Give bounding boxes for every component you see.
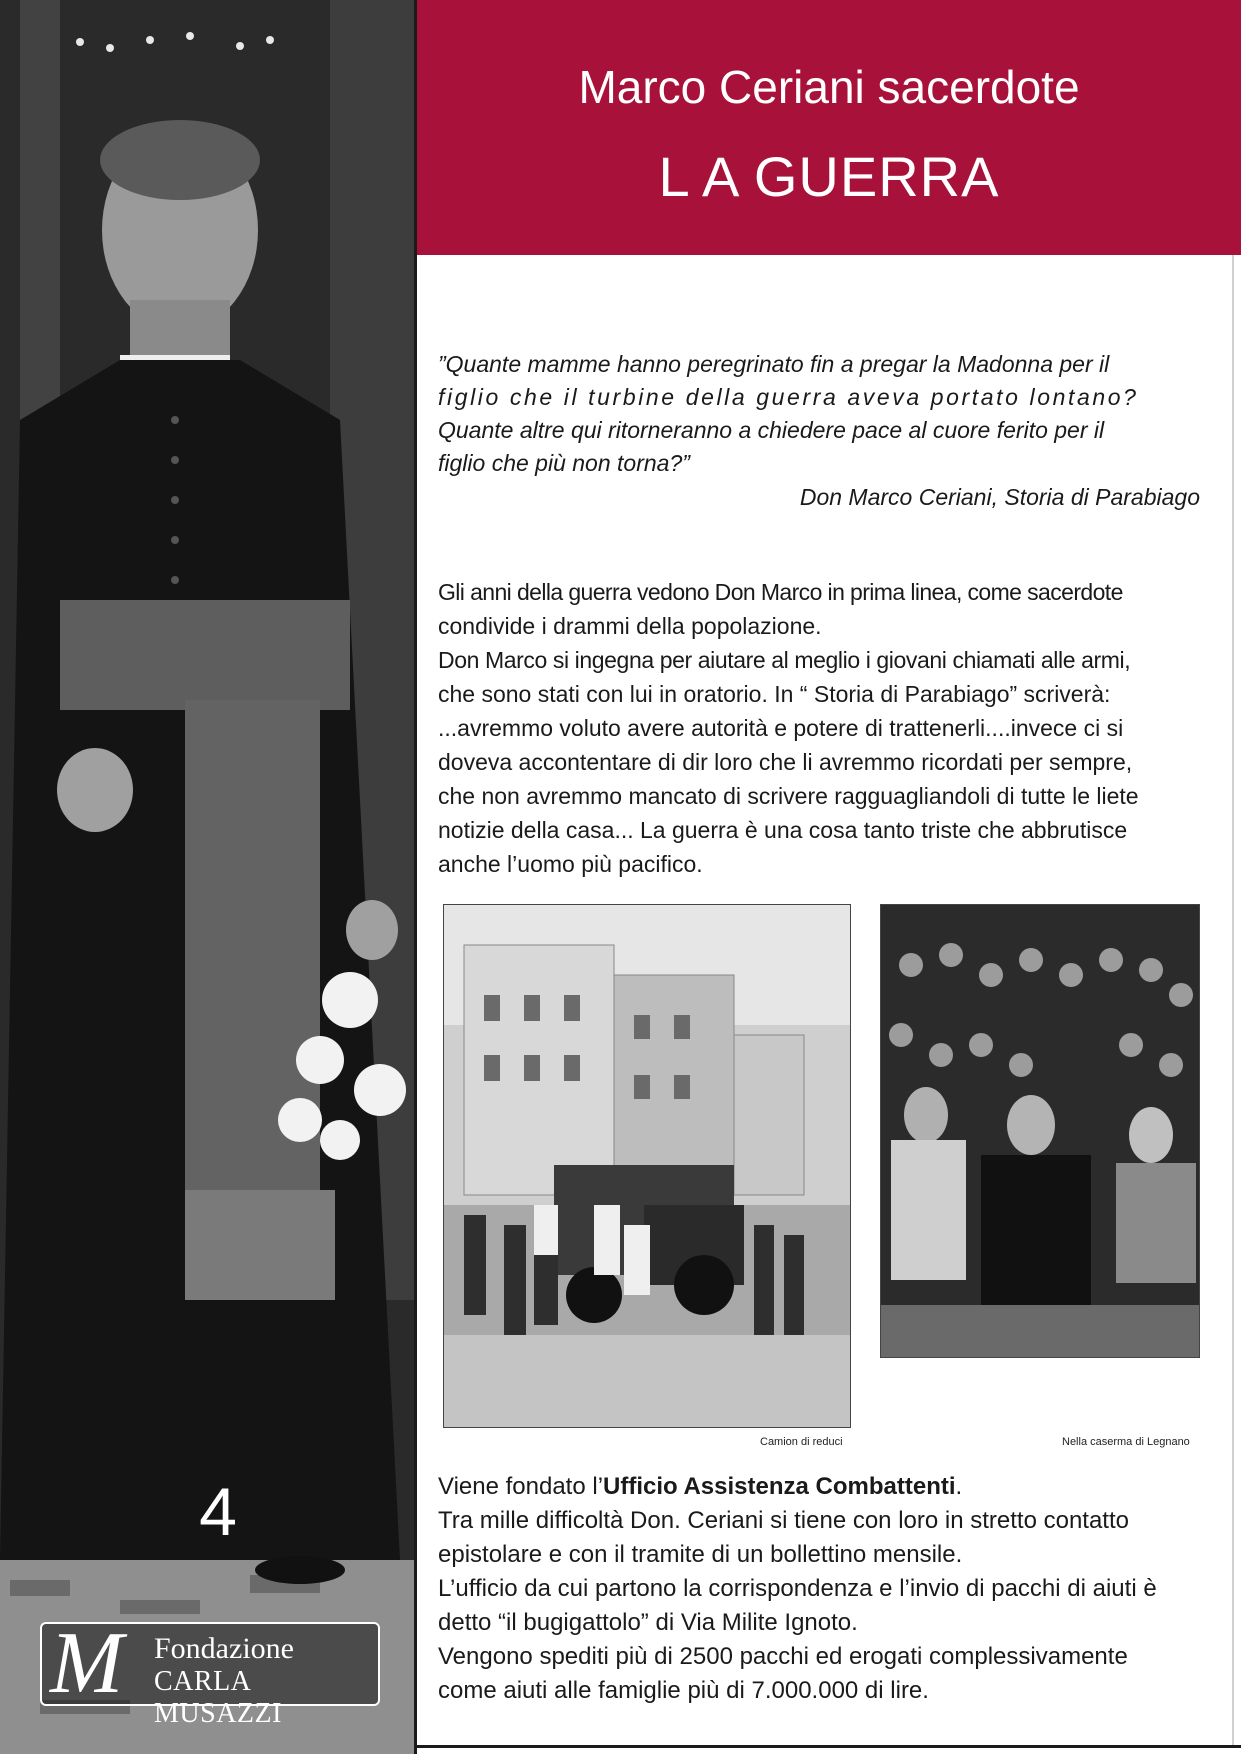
bottom-line-prefix: Viene fondato l’ [438, 1473, 604, 1500]
header-banner [417, 0, 1241, 255]
quote-line: Quante altre qui ritorneranno a chiedere pace al cuore ferito per il [438, 417, 1105, 443]
page-number: 4 [199, 1474, 237, 1550]
bottom-line [438, 1470, 1208, 1504]
bottom-line: detto “il bugigattolo” di Via Milite Ignoto. [438, 1609, 858, 1636]
quote-line: figlio che più non torna?” [438, 450, 690, 476]
body-line: doveva accontentare di dir loro che li avremmo ricordati per sempre, [438, 749, 1133, 775]
photo-legnano-barracks [880, 904, 1200, 1358]
frame-divider-right [1232, 255, 1234, 1745]
body-line: Gli anni della guerra vedono Don Marco in prima linea, come sacerdote [438, 579, 1123, 605]
bottom-line: Vengono spediti più di 2500 pacchi ed erogati complessivamente [438, 1643, 1128, 1670]
portrait-photo [0, 0, 414, 1754]
body-line: che non avremmo mancato di scrivere ragguagliandoli di tutte le liete [438, 783, 1139, 809]
bottom-line-suffix: . [955, 1473, 963, 1500]
foundation-logo [40, 1615, 380, 1729]
logo-line-foundation: Fondazione [154, 1632, 294, 1665]
body-line: ...avremmo voluto avere autorità e potere di trattenerli....invece ci si [438, 715, 1124, 741]
quote-line: figlio che il turbine della guerra aveva portato lontano? [438, 384, 1139, 410]
photo-caption: Camion di reduci [760, 1436, 843, 1448]
bottom-line: epistolare e con il tramite di un bollettino mensile. [438, 1541, 963, 1568]
page-title: L A GUERRA [658, 145, 1000, 208]
bottom-line: Tra mille difficoltà Don. Ceriani si tiene con loro in stretto contatto [438, 1507, 1129, 1534]
body-line: anche l’uomo più pacifico. [438, 851, 703, 877]
bottom-line: come aiuti alle famiglie più di 7.000.000 di lire. [438, 1677, 929, 1704]
photo-truck-veterans [443, 904, 851, 1428]
body-paragraph [438, 575, 1200, 881]
logo-monogram: M [50, 1615, 124, 1712]
bottom-paragraph [438, 1470, 1208, 1708]
body-line: condivide i drammi della popolazione. [438, 613, 822, 639]
body-line: Don Marco si ingegna per aiutare al meglio i giovani chiamati alle armi, [438, 647, 1131, 673]
body-line: che sono stati con lui in oratorio. In “ Storia di Parabiago” scriverà: [438, 681, 1111, 707]
frame-divider-left [414, 0, 417, 1754]
frame-divider-bottom [414, 1745, 1241, 1748]
body-line: notizie della casa... La guerra è una cosa tanto triste che abbrutisce [438, 817, 1128, 843]
truck-scene-image [444, 905, 850, 1427]
quote-line: ”Quante mamme hanno peregrinato fin a pregar la Madonna per il [438, 351, 1110, 377]
photo-caption: Nella caserma di Legnano [1062, 1436, 1190, 1448]
header-subtitle: Marco Ceriani sacerdote [578, 61, 1080, 113]
logo-line-name: CARLA MUSAZZI [154, 1666, 282, 1729]
quote-attribution: Don Marco Ceriani, Storia di Parabiago [799, 484, 1200, 510]
office-name: Ufficio Assistenza Combattenti [603, 1473, 956, 1500]
audience-scene-image [881, 905, 1199, 1357]
bottom-line: L’ufficio da cui partono la corrispondenza e l’invio di pacchi di aiuti è [438, 1575, 1157, 1602]
quote-block [438, 348, 1200, 480]
